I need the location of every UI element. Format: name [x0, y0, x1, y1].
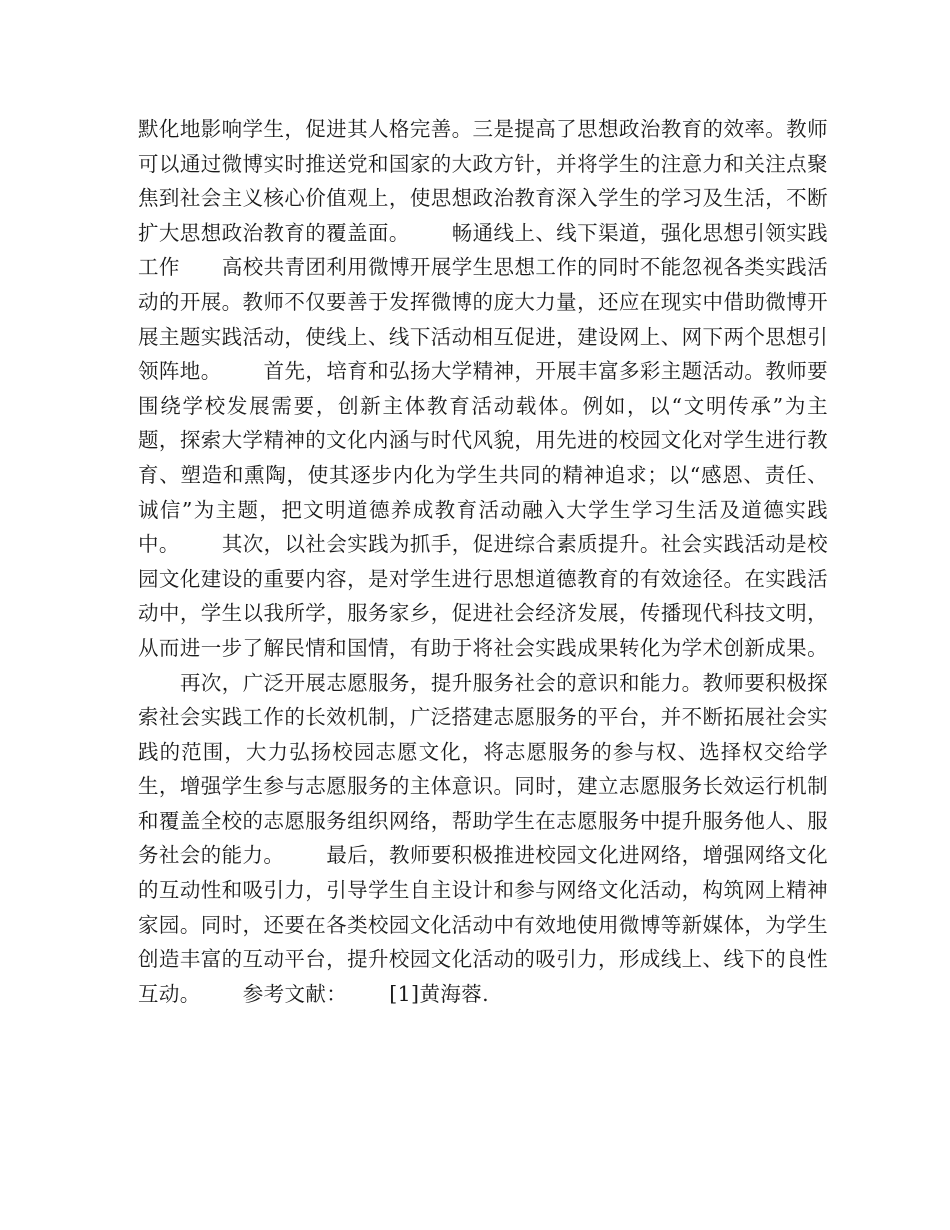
text-segment-3: 首先，培育和弘扬大学精神，开展丰富多彩主题活动。教师要围绕学校发展需要，创新主体教育活动载体。例如，以“文明传承”为主题，探索大学精神的文化内涵与时代风貌，用先进的校园文化对学生进行教育、塑造和熏陶，使其逐步内化为学生共同的精神追求；以“感恩、责任、诚信”为主题，把文明道德养成教育活动融入大学生学习生活及道德实践中。	[138, 359, 828, 557]
section-heading-1: 畅通线上、线下渠道，强化思想引领实践工作	[138, 220, 829, 280]
text-segment-1: 默化地影响学生，促进其人格完善。三是提高了思想政治教育的效率。教师可以通过微博实时推送党和国家的大政方针，并将学生的注意力和关注点聚焦到社会主义核心价值观上，使思想政治教育深入学生的学习及生活，不断扩大思想政治教育的覆盖面。	[138, 117, 828, 245]
text-segment-6: 最后，教师要积极推进校园文化进网络，增强网络文化的互动性和吸引力，引导学生自主设计和参与网络文化活动，构筑网上精神家园。同时，还要在各类校园文化活动中有效地使用微博等新媒体，为学生创造丰富的互动平台，提升校园文化活动的吸引力，形成线上、线下的良性互动。	[138, 843, 828, 1006]
text-segment-5: 再次，广泛开展志愿服务，提升服务社会的意识和能力。教师要积极探索社会实践工作的长效机制，广泛搭建志愿服务的平台，并不断拓展社会实践的范围，大力弘扬校园志愿文化，将志愿服务的参与权、选择权交给学生，增强学生参与志愿服务的主体意识。同时，建立志愿服务长效运行机制和覆盖全校的志愿服务组织网络，帮助学生在志愿服务中提升服务他人、服务社会的能力。	[138, 670, 828, 868]
references-heading: 参考文献：	[242, 981, 348, 1006]
text-segment-2: 高校共青团利用微博开展学生思想工作的同时不能忽视各类实践活动的开展。教师不仅要善于发挥微博的庞大力量，还应在现实中借助微博开展主题实践活动，使线上、线下活动相互促进，建设网上、网下两个思想引领阵地。	[138, 255, 828, 384]
reference-item-1: [1]黄海蓉.	[389, 981, 490, 1006]
body-paragraph	[138, 112, 828, 1011]
text-segment-4: 其次，以社会实践为抓手，促进综合素质提升。社会实践活动是校园文化建设的重要内容，是对学生进行思想道德教育的有效途径。在实践活动中，学生以我所学，服务家乡，促进社会经济发展，传播现代科技文明，从而进一步了解民情和国情，有助于将社会实践成果转化为学术创新成果。	[138, 532, 828, 660]
